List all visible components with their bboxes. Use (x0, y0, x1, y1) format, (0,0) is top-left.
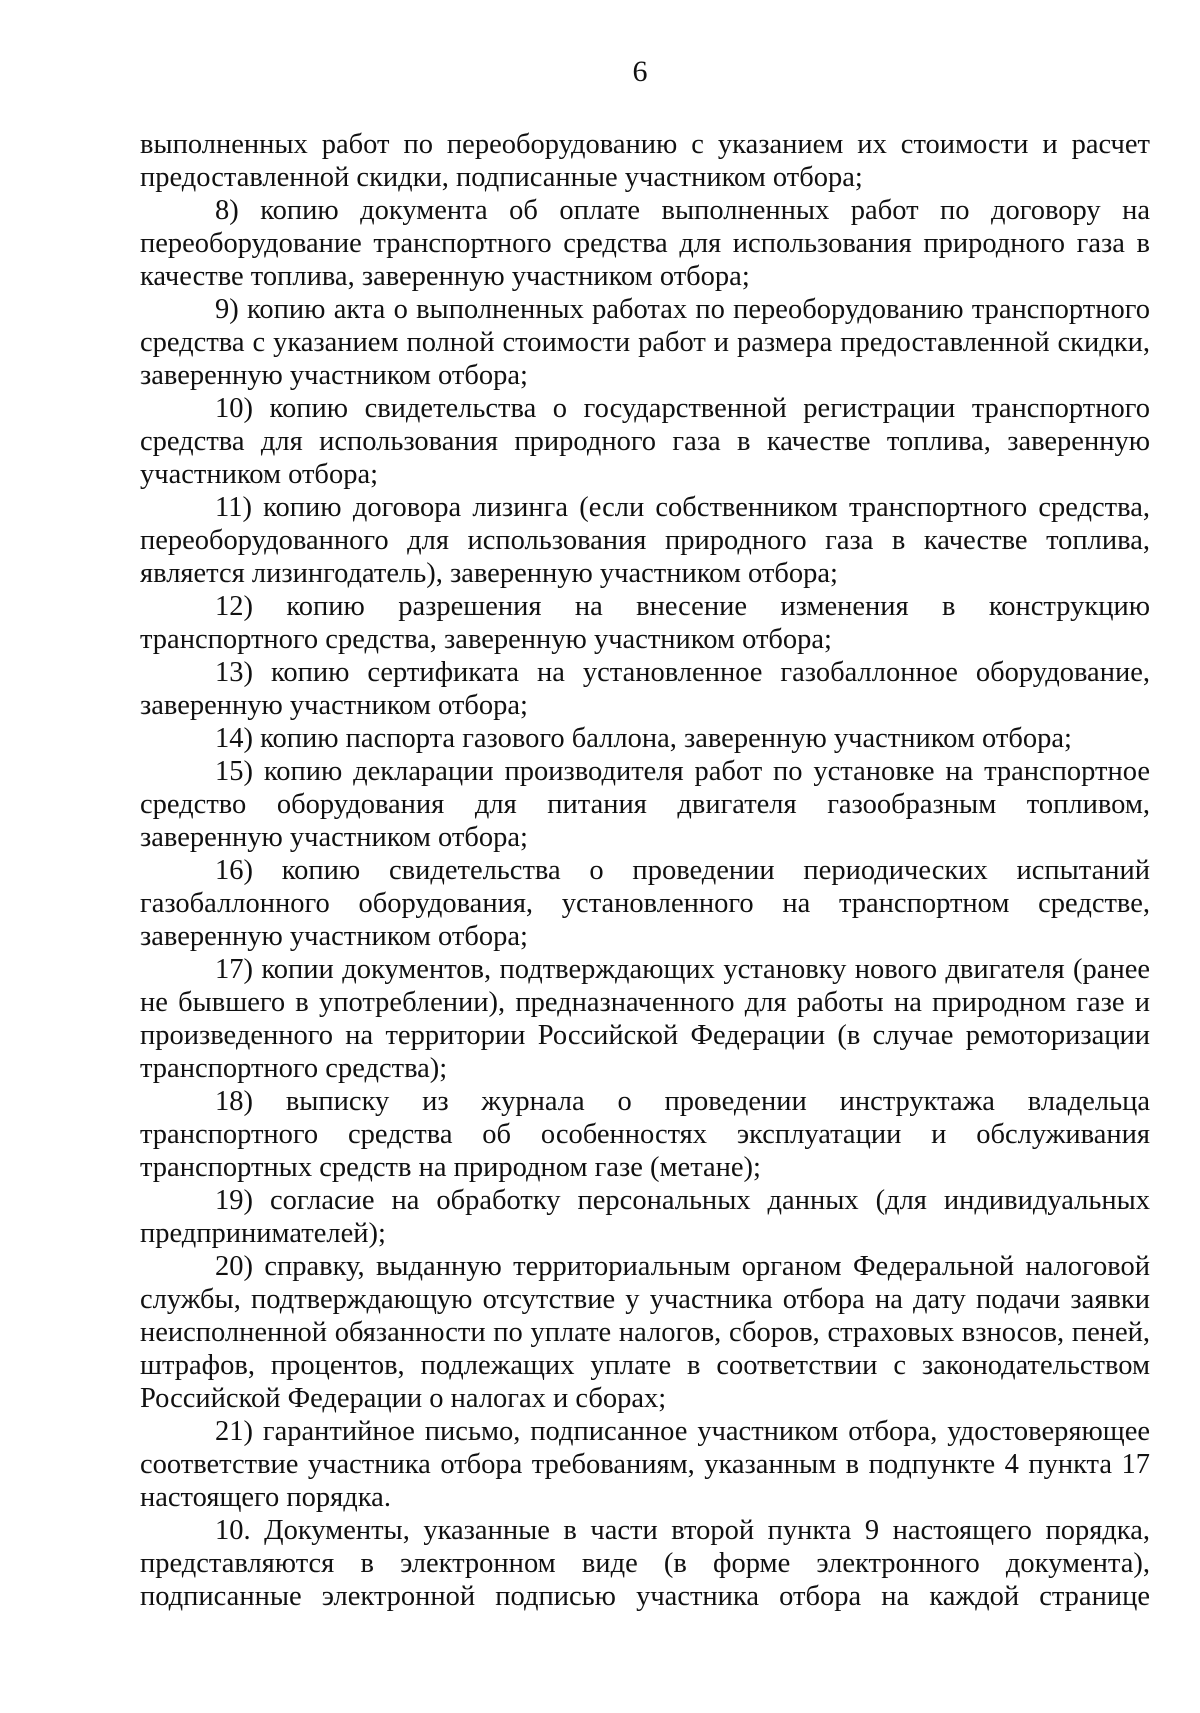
paragraph-item-11: 11) копию договора лизинга (если собственником транспортного средства, переоборудованного для использования природного газа в качестве топлива, является лизингодатель), заверенную участником отбора; (140, 492, 1150, 589)
paragraph-item-17: 17) копии документов, подтверждающих установку нового двигателя (ранее не бывшего в употреблении), предназначенного для работы на природном газе и произведенного на территории Российской Федерации (в случае ремоторизации транспортного средства); (140, 954, 1150, 1084)
paragraph-item-20: 20) справку, выданную территориальным органом Федеральной налоговой службы, подтверждающую отсутствие у участника отбора на дату подачи заявки неисполненной обязанности по уплате налогов, сборов, страховых взносов, пеней, штрафов, процентов, подлежащих уплате в соответствии с законодательством Российской Федерации о налогах и сборах; (140, 1251, 1150, 1414)
paragraph-section-10: 10. Документы, указанные в части второй пункта 9 настоящего порядка, представляются в электронном виде (в форме электронного документа), подписанные электронной подписью участника отбора на каждой странице (140, 1515, 1150, 1612)
paragraph-item-19: 19) согласие на обработку персональных данных (для индивидуальных предпринимателей); (140, 1185, 1150, 1249)
paragraph-item-16: 16) копию свидетельства о проведении периодических испытаний газобаллонного оборудования, установленного на транспортном средстве, заверенную участником отбора; (140, 855, 1150, 952)
paragraph-item-14: 14) копию паспорта газового баллона, заверенную участником отбора; (215, 723, 1072, 754)
document-body (140, 128, 1150, 1613)
paragraph-item-18: 18) выписку из журнала о проведении инструктажа владельца транспортного средства об особенностях эксплуатации и обслуживания транспортных средств на природном газе (метане); (140, 1086, 1150, 1183)
paragraph-item-13: 13) копию сертификата на установленное газобаллонное оборудование, заверенную участником отбора; (140, 657, 1150, 721)
paragraph-continuation: выполненных работ по переоборудованию с указанием их стоимости и расчет предоставленной скидки, подписанные участником отбора; (140, 129, 1150, 193)
paragraph-item-21: 21) гарантийное письмо, подписанное участником отбора, удостоверяющее соответствие участника отбора требованиям, указанным в подпункте 4 пункта 17 настоящего порядка. (140, 1416, 1150, 1513)
paragraph-item-12: 12) копию разрешения на внесение изменения в конструкцию транспортного средства, заверенную участником отбора; (140, 591, 1150, 655)
paragraph-item-10: 10) копию свидетельства о государственной регистрации транспортного средства для использования природного газа в качестве топлива, заверенную участником отбора; (140, 393, 1150, 490)
paragraph-item-15: 15) копию декларации производителя работ по установке на транспортное средство оборудования для питания двигателя газообразным топливом, заверенную участником отбора; (140, 756, 1150, 853)
page-number: 6 (632, 55, 648, 88)
paragraph-item-8: 8) копию документа об оплате выполненных работ по договору на переоборудование транспортного средства для использования природного газа в качестве топлива, заверенную участником отбора; (140, 195, 1150, 292)
paragraph-item-9: 9) копию акта о выполненных работах по переоборудованию транспортного средства с указанием полной стоимости работ и размера предоставленной скидки, заверенную участником отбора; (140, 294, 1150, 391)
